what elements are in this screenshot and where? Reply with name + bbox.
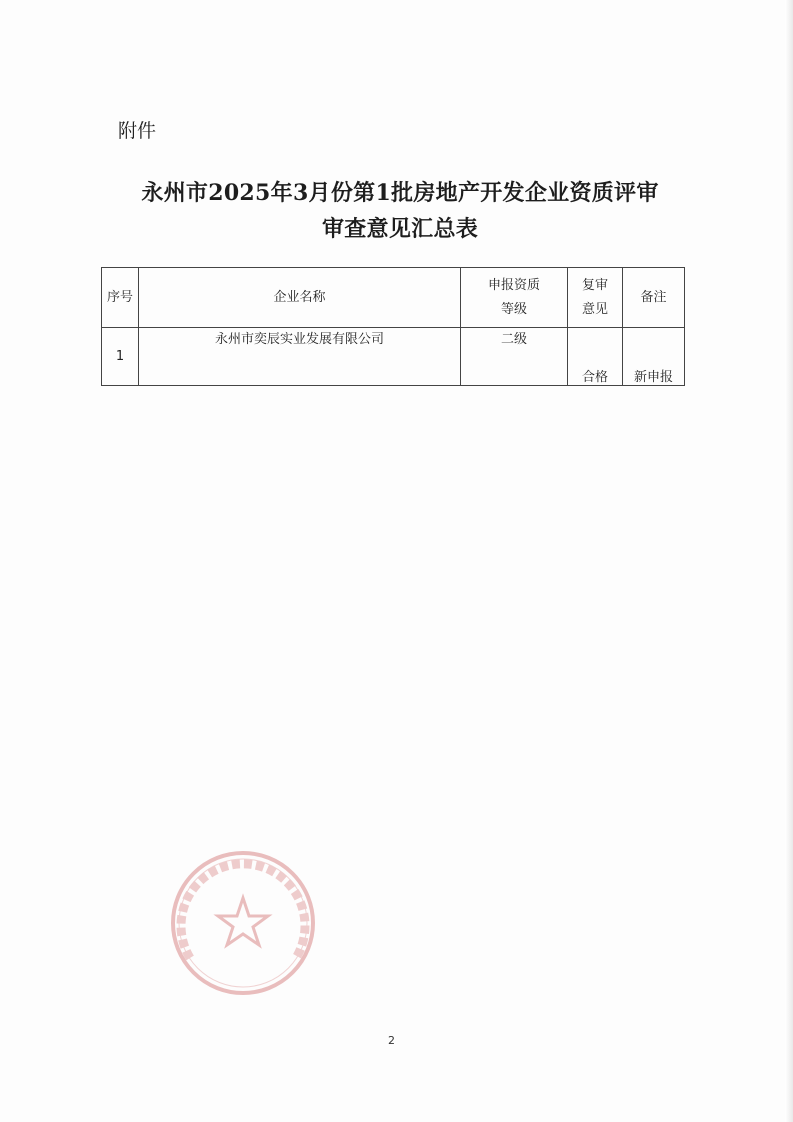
scan-edge xyxy=(785,0,793,1122)
page-number: 2 xyxy=(388,1034,395,1047)
header-review-opinion: 复审意见 xyxy=(568,268,623,328)
attachment-label: 附件 xyxy=(118,120,157,142)
header-serial-number: 序号 xyxy=(102,268,139,328)
table-row xyxy=(102,328,685,386)
cell-company-name: 永州市奕辰实业发展有限公司 xyxy=(139,328,461,386)
cell-remarks: 新申报 xyxy=(623,328,685,386)
cell-qualification-level: 二级 xyxy=(461,328,568,386)
header-company-name: 企业名称 xyxy=(139,268,461,328)
document-title-line1: 永州市2025年3月份第1批房地产开发企业资质评审 xyxy=(141,180,659,206)
summary-table xyxy=(101,267,685,386)
table-header-row xyxy=(102,268,685,328)
cell-serial-number: 1 xyxy=(102,328,139,386)
official-seal-icon xyxy=(168,848,318,998)
cell-review-opinion: 合格 xyxy=(568,328,623,386)
document-title-line2: 审查意见汇总表 xyxy=(321,216,479,242)
header-remarks: 备注 xyxy=(623,268,685,328)
header-qualification-level: 申报资质等级 xyxy=(461,268,568,328)
